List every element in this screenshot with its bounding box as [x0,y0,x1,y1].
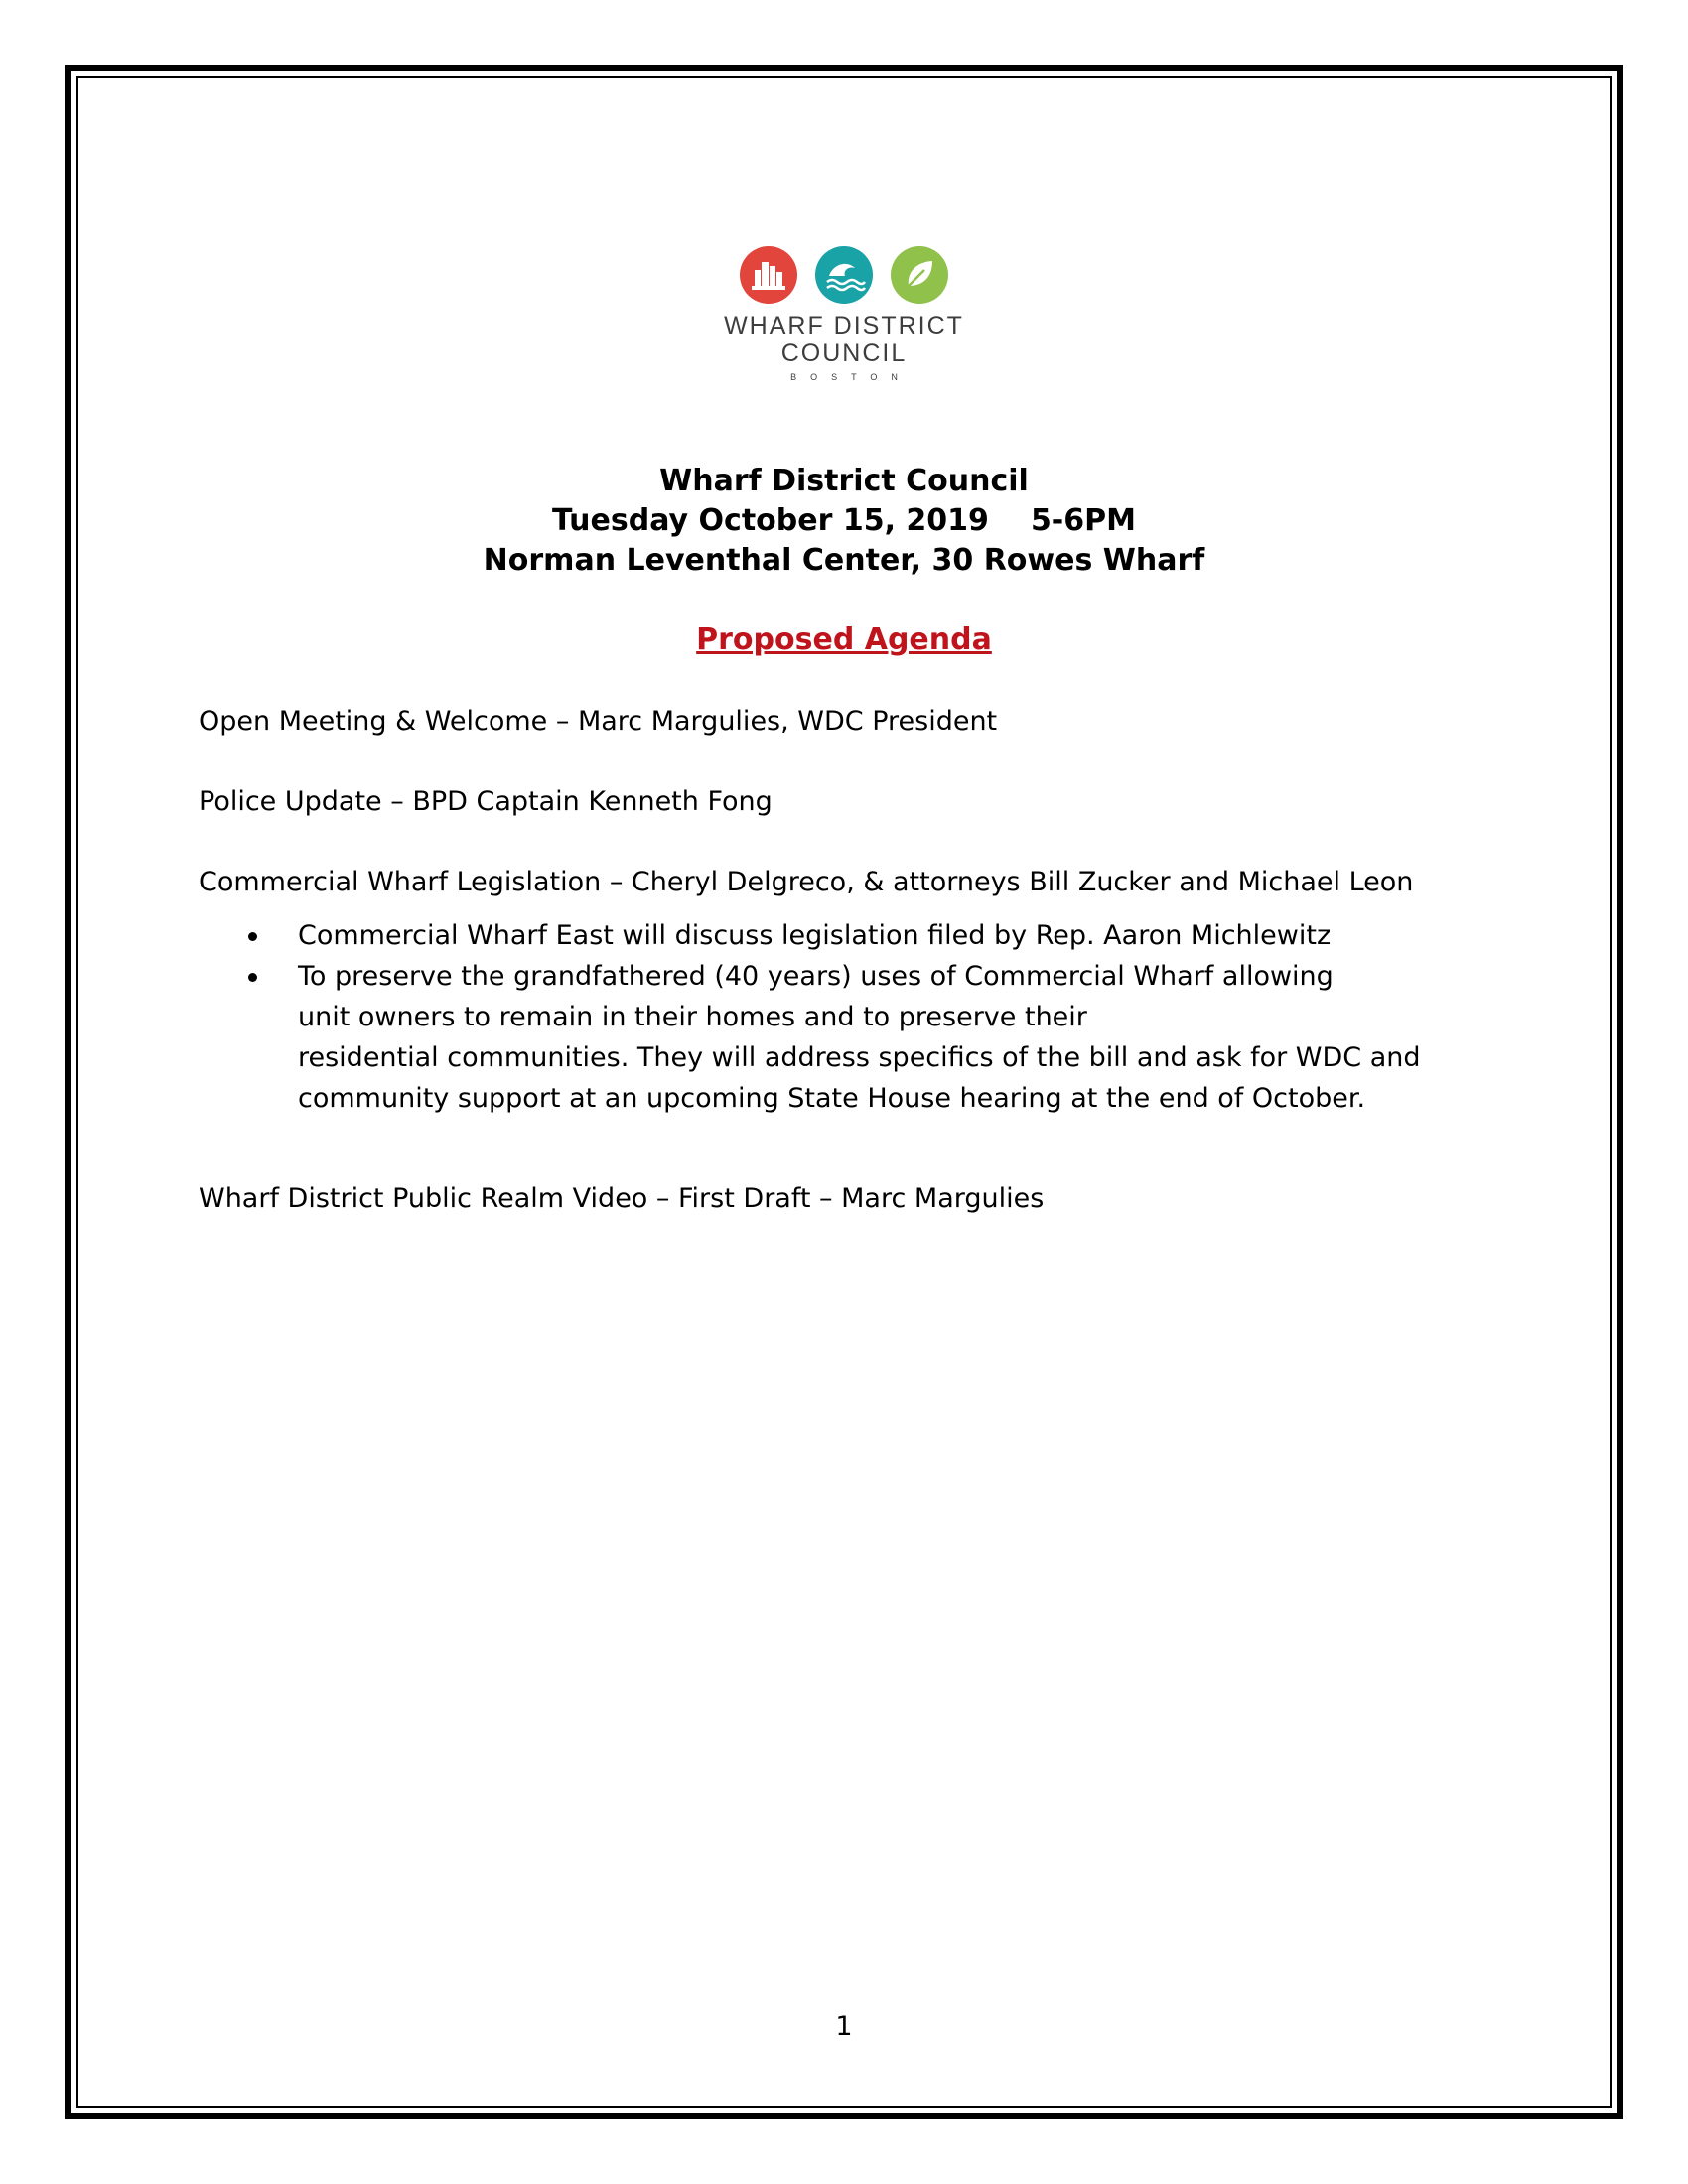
agenda-title: Proposed Agenda [696,622,992,657]
bullet-line: To preserve the grandfathered (40 years) uses of Commercial Wharf allowing [298,961,1334,992]
meeting-datetime [298,501,1390,541]
wharf-district-council-logo [685,238,1003,397]
page-number: 1 [835,2011,853,2042]
bullet-line: Commercial Wharf East will discuss legislation filed by Rep. Aaron Michlewitz [298,920,1332,951]
city-skyline-icon [740,246,797,304]
agenda-item-public-realm-video: Wharf District Public Realm Video – First Draft – Marc Margulies [199,1183,1045,1214]
bullet-line: community support at an upcoming State House hearing at the end of October. [298,1083,1366,1114]
commercial-wharf-bullets [199,915,1450,1119]
org-title: Wharf District Council [659,464,1029,498]
logo-text-line1: WHARF DISTRICT [724,312,964,340]
bullet-icon [248,932,257,941]
logo-circles [740,246,948,308]
agenda-item-police-update: Police Update – BPD Captain Kenneth Fong [199,786,773,817]
agenda-item-commercial-wharf: Commercial Wharf Legislation – Cheryl Delgreco, & attorneys Bill Zucker and Michael Leon [199,867,1414,897]
agenda-item-welcome: Open Meeting & Welcome – Marc Margulies, WDC President [199,706,998,737]
leaf-icon [891,246,948,304]
logo-text-line2: COUNCIL [780,340,908,367]
meeting-time: 5-6PM [1030,503,1136,538]
logo-text-line3: BOSTON [790,372,912,382]
bullet-icon [248,973,257,982]
bullet-item [199,956,1450,1119]
bullet-line: unit owners to remain in their homes and to preserve their [298,1002,1087,1032]
bullet-line: residential communities. They will address specifics of the bill and ask for WDC and [298,1042,1421,1073]
meeting-location: Norman Leventhal Center, 30 Rowes Wharf [483,543,1205,578]
wave-icon [815,246,873,304]
bullet-item [199,915,1450,956]
meeting-date: Tuesday October 15, 2019 [552,503,989,538]
